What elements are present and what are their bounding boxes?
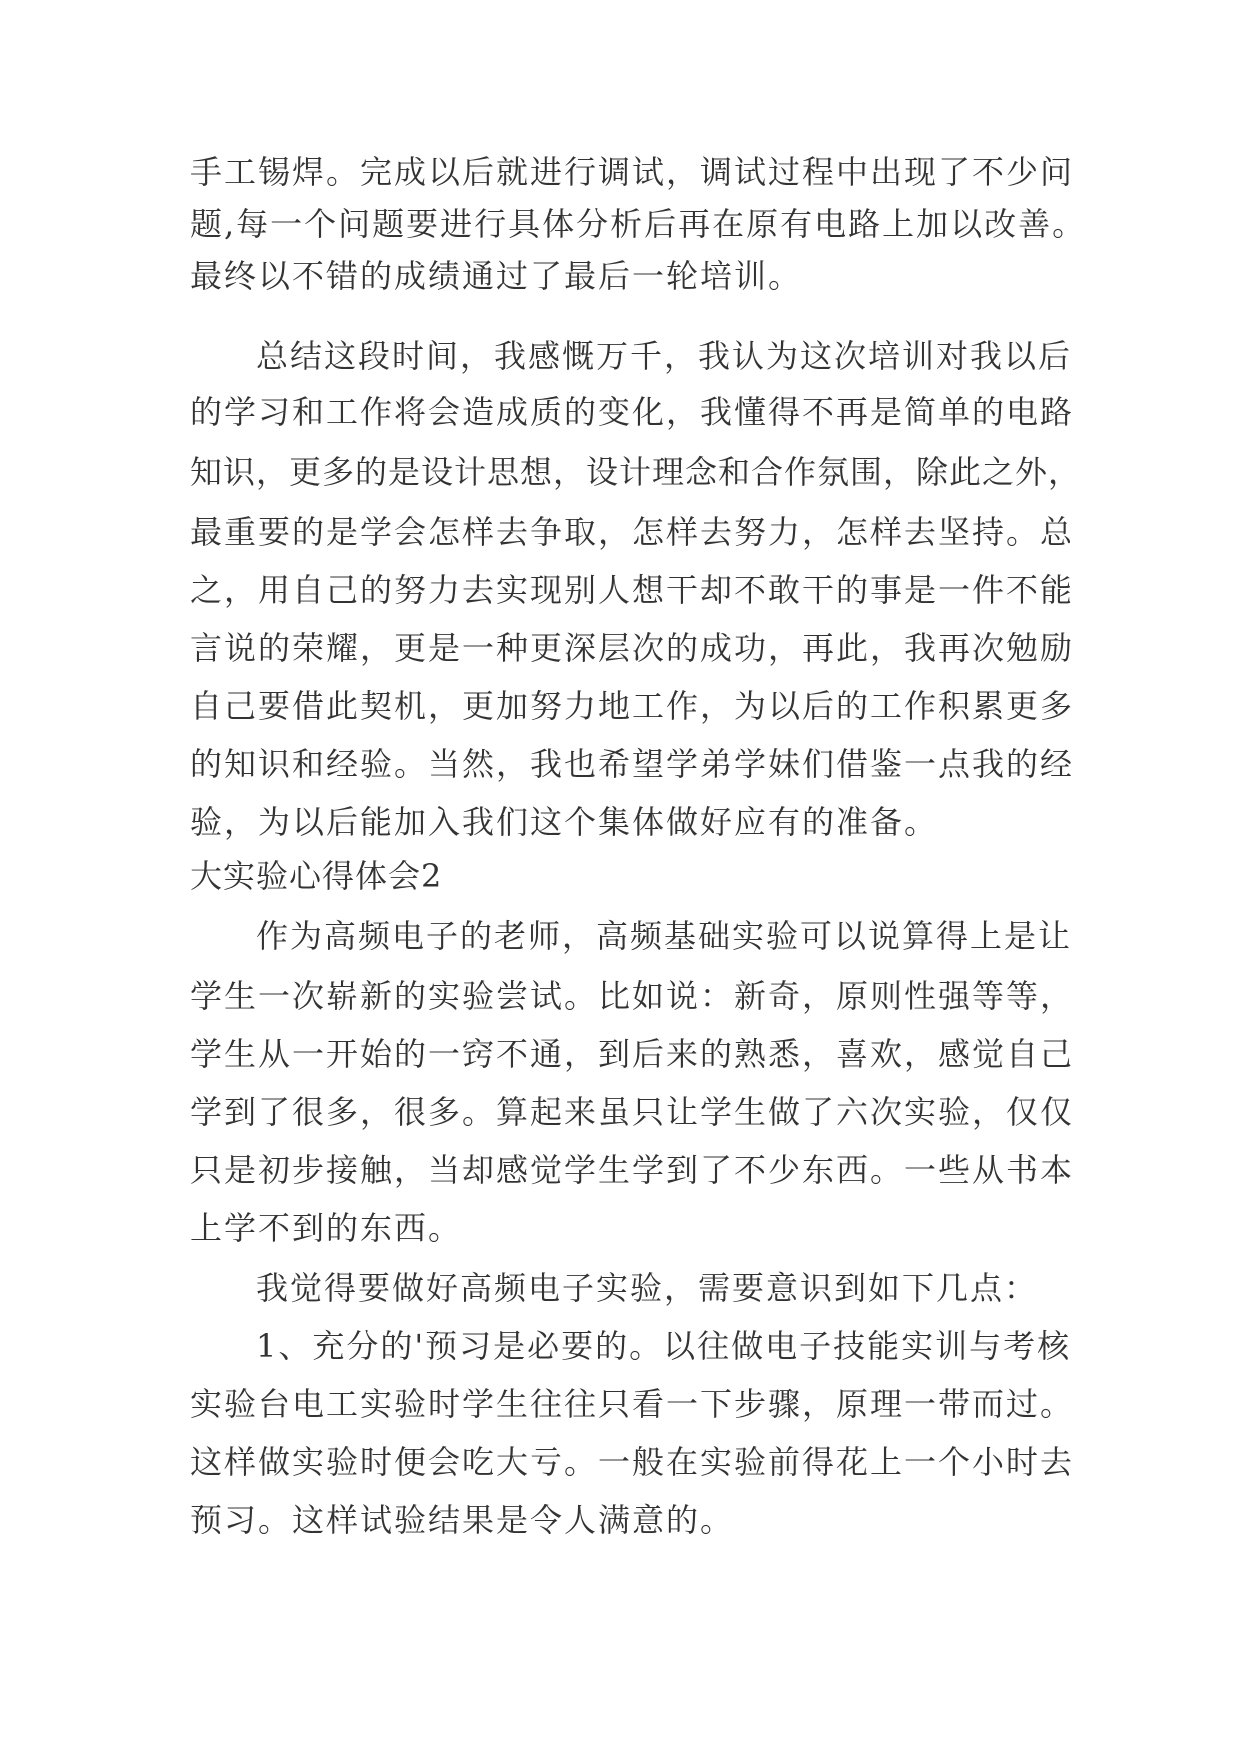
paragraph-3-line-2: 学生一次崭新的实验尝试。比如说：新奇，原则性强等等，	[190, 977, 1075, 1015]
paragraph-3-line-3: 学生从一开始的一窍不通，到后来的熟悉，喜欢，感觉自己	[190, 1035, 1075, 1073]
paragraph-3-line-6: 上学不到的东西。	[190, 1209, 463, 1247]
paragraph-1-line-3: 最终以不错的成绩通过了最后一轮培训。	[190, 257, 803, 295]
paragraph-3-line-4: 学到了很多，很多。算起来虽只让学生做了六次实验，仅仅	[190, 1093, 1075, 1131]
paragraph-2-line-4: 最重要的是学会怎样去争取，怎样去努力，怎样去坚持。总	[190, 513, 1075, 551]
paragraph-2-line-7: 自己要借此契机，更加努力地工作，为以后的工作积累更多	[190, 687, 1075, 725]
paragraph-5-line-3: 这样做实验时便会吃大亏。一般在实验前得花上一个小时去	[190, 1443, 1075, 1481]
paragraph-1-line-1: 手工锡焊。完成以后就进行调试，调试过程中出现了不少问	[190, 153, 1075, 191]
paragraph-3-line-5: 只是初步接触，当却感觉学生学到了不少东西。一些从书本	[190, 1151, 1075, 1189]
paragraph-2-line-5: 之，用自己的努力去实现别人想干却不敢干的事是一件不能	[190, 571, 1075, 609]
paragraph-5-line-4: 预习。这样试验结果是令人满意的。	[190, 1501, 735, 1539]
paragraph-2-line-8: 的知识和经验。当然，我也希望学弟学妹们借鉴一点我的经	[190, 745, 1075, 783]
paragraph-2-line-6: 言说的荣耀，更是一种更深层次的成功，再此，我再次勉励	[190, 629, 1075, 667]
paragraph-5-line-1: 1、充分的'预习是必要的。以往做电子技能实训与考核	[256, 1327, 1072, 1365]
section-heading: 大实验心得体会2	[190, 857, 443, 895]
paragraph-2-line-9: 验，为以后能加入我们这个集体做好应有的准备。	[190, 803, 939, 841]
paragraph-2-line-1: 总结这段时间，我感慨万千，我认为这次培训对我以后	[256, 337, 1073, 375]
paragraph-2-line-2: 的学习和工作将会造成质的变化，我懂得不再是简单的电路	[190, 393, 1075, 431]
paragraph-4-line-1: 我觉得要做好高频电子实验，需要意识到如下几点：	[256, 1269, 1039, 1307]
paragraph-3-line-1: 作为高频电子的老师，高频基础实验可以说算得上是让	[256, 917, 1073, 955]
paragraph-1-line-2: 题,每一个问题要进行具体分析后再在原有电路上加以改善。	[190, 205, 1087, 243]
paragraph-2-line-3: 知识，更多的是设计思想，设计理念和合作氛围，除此之外，	[190, 453, 1082, 491]
paragraph-5-line-2: 实验台电工实验时学生往往只看一下步骤，原理一带而过。	[190, 1385, 1075, 1423]
